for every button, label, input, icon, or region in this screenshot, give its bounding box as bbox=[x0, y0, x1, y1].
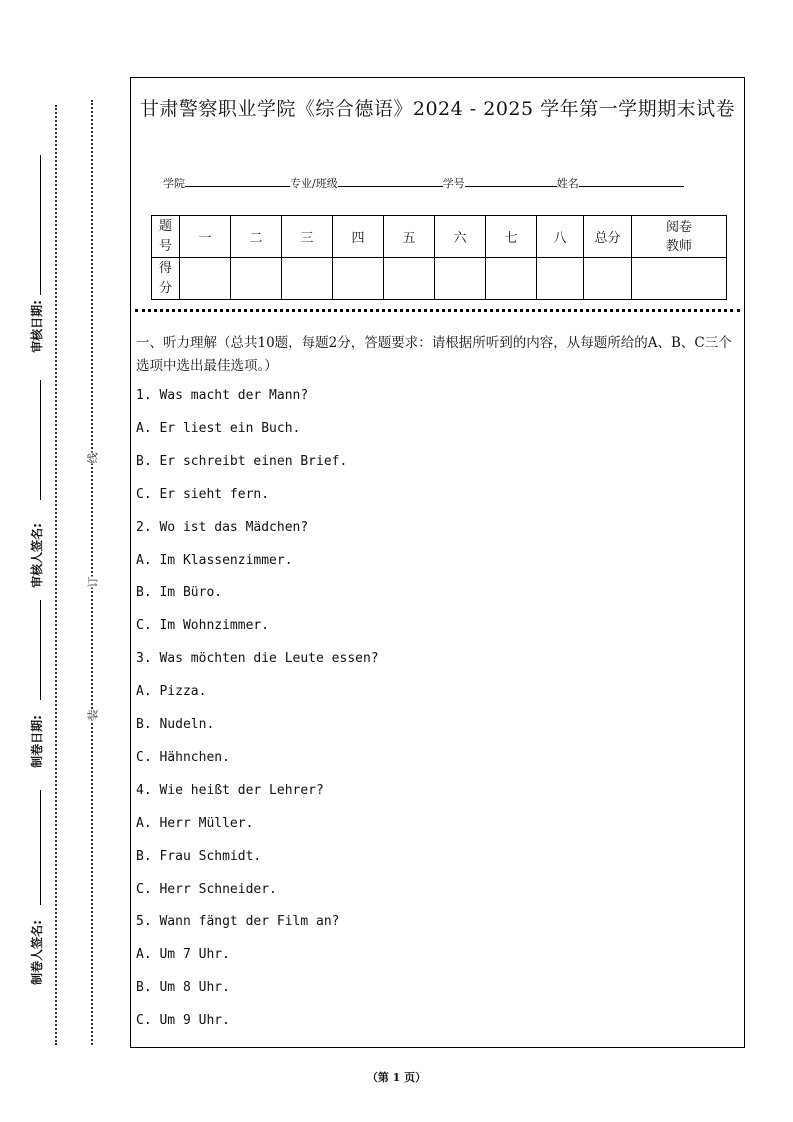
answer-option[interactable]: C. Herr Schneider. bbox=[136, 881, 277, 897]
binding-char-line: 线 bbox=[86, 452, 100, 464]
college-blank[interactable] bbox=[185, 176, 290, 187]
score-col-4: 四 bbox=[333, 216, 384, 258]
score-cell[interactable] bbox=[632, 258, 727, 300]
answer-option[interactable]: A. Im Klassenzimmer. bbox=[136, 552, 293, 568]
answer-option[interactable]: B. Im Büro. bbox=[136, 585, 223, 601]
score-cell[interactable] bbox=[584, 258, 632, 300]
make-date-label: 制卷日期: bbox=[29, 715, 44, 768]
binding-char-bind: 装 bbox=[86, 709, 100, 721]
name-label: 姓名 bbox=[556, 177, 579, 190]
answer-option[interactable]: C. Er sieht fern. bbox=[136, 486, 270, 502]
make-date-line bbox=[40, 600, 41, 700]
score-cell[interactable] bbox=[231, 258, 282, 300]
answer-option[interactable]: B. Er schreibt einen Brief. bbox=[136, 453, 348, 469]
score-col-3: 三 bbox=[282, 216, 333, 258]
score-cell[interactable] bbox=[180, 258, 231, 300]
score-col-6: 六 bbox=[435, 216, 486, 258]
section-separator bbox=[135, 309, 740, 312]
student-id-label: 学号 bbox=[442, 177, 465, 190]
answer-option[interactable]: B. Nudeln. bbox=[136, 717, 215, 732]
question-stem: 4. Wie heißt der Lehrer? bbox=[136, 782, 324, 798]
student-info-row bbox=[163, 175, 684, 191]
maker-sign-label: 制卷人签名: bbox=[29, 920, 44, 985]
score-col-5: 五 bbox=[384, 216, 435, 258]
score-cell[interactable] bbox=[333, 258, 384, 300]
score-col-2: 二 bbox=[231, 216, 282, 258]
reviewer-sign-line bbox=[40, 380, 41, 500]
answer-option[interactable]: A. Er liest ein Buch. bbox=[136, 420, 301, 436]
score-cell[interactable] bbox=[384, 258, 435, 300]
exam-title: 甘肃警察职业学院《综合德语》2024 - 2025 学年第一学期期末试卷 bbox=[139, 98, 736, 120]
score-cell[interactable] bbox=[537, 258, 584, 300]
page-number: （第 1 页） bbox=[366, 1071, 427, 1084]
score-cell[interactable] bbox=[282, 258, 333, 300]
score-cell[interactable] bbox=[486, 258, 537, 300]
question-stem: 3. Was möchten die Leute essen? bbox=[136, 651, 379, 667]
binding-dotted-line-inner bbox=[91, 100, 93, 1045]
score-col-grader: 阅卷教师 bbox=[632, 216, 727, 258]
major-label: 专业/班级 bbox=[290, 177, 338, 190]
score-row2-label: 得分 bbox=[152, 258, 180, 300]
answer-option[interactable]: A. Pizza. bbox=[136, 684, 207, 700]
question-stem: 5. Wann fängt der Film an? bbox=[136, 914, 340, 930]
answer-option[interactable]: C. Im Wohnzimmer. bbox=[136, 618, 270, 634]
reviewer-sign-label: 审核人签名: bbox=[29, 523, 44, 588]
college-label: 学院 bbox=[163, 177, 185, 190]
binding-char-order: 订 bbox=[86, 576, 100, 588]
answer-option[interactable]: B. Um 8 Uhr. bbox=[136, 980, 230, 996]
score-cell[interactable] bbox=[435, 258, 486, 300]
exam-frame bbox=[130, 77, 745, 1048]
name-blank[interactable] bbox=[579, 176, 684, 187]
answer-option[interactable]: C. Hähnchen. bbox=[136, 749, 230, 765]
section1-instructions: 一、听力理解（总共10题，每题2分，答题要求：请根据所听到的内容，从每题所给的A、B、C三个选项中选出最佳选项。） bbox=[136, 335, 732, 374]
answer-option[interactable]: A. Herr Müller. bbox=[136, 815, 254, 831]
question-stem: 1. Was macht der Mann? bbox=[136, 388, 309, 403]
answer-option[interactable]: A. Um 7 Uhr. bbox=[136, 947, 230, 963]
score-col-8: 八 bbox=[537, 216, 584, 258]
score-row1-label: 题号 bbox=[152, 216, 180, 258]
score-col-1: 一 bbox=[180, 216, 231, 258]
question-stem: 2. Wo ist das Mädchen? bbox=[136, 519, 309, 535]
student-id-blank[interactable] bbox=[465, 176, 557, 187]
answer-option[interactable]: C. Um 9 Uhr. bbox=[136, 1013, 230, 1029]
answer-option[interactable]: B. Frau Schmidt. bbox=[136, 848, 262, 864]
binding-dotted-line-outer bbox=[55, 105, 57, 1045]
major-blank[interactable] bbox=[338, 176, 443, 187]
score-table bbox=[151, 215, 727, 300]
score-col-7: 七 bbox=[486, 216, 537, 258]
review-date-line bbox=[40, 155, 41, 295]
maker-sign-line bbox=[40, 790, 41, 905]
score-col-total: 总分 bbox=[584, 216, 632, 258]
review-date-label: 审核日期: bbox=[29, 300, 44, 353]
